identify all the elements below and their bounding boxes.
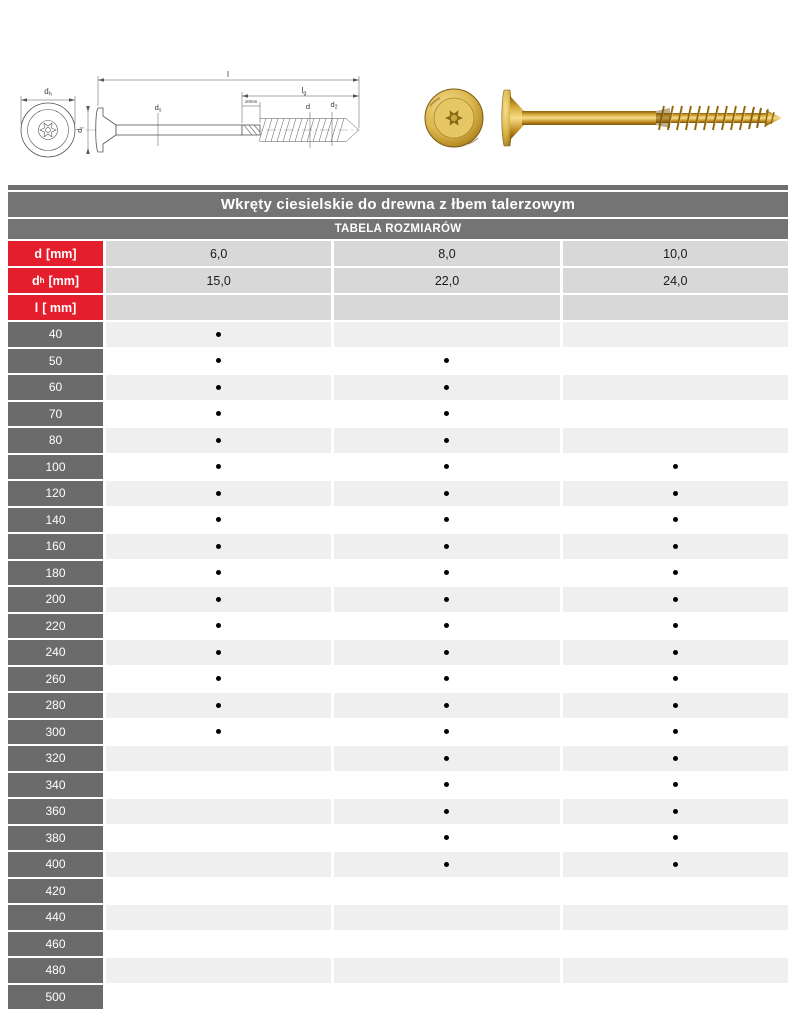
availability-cell [563, 428, 788, 453]
availability-cell [563, 852, 788, 877]
param-label-cell [8, 241, 103, 266]
param-symbol: d [31, 273, 40, 288]
availability-cell [334, 587, 559, 612]
dim-label-l: l [227, 70, 229, 79]
size-label-cell: 80 [8, 428, 103, 453]
availability-cell [563, 985, 788, 1010]
availability-cell [334, 614, 559, 639]
availability-dot [673, 835, 678, 840]
size-label-cell: 280 [8, 693, 103, 718]
availability-cell [563, 958, 788, 983]
availability-cell [334, 322, 559, 347]
availability-cell [334, 879, 559, 904]
param-value-cell [563, 295, 788, 320]
availability-dot [444, 411, 449, 416]
availability-cell [563, 773, 788, 798]
availability-cell [106, 826, 331, 851]
availability-cell [563, 481, 788, 506]
torx-socket-icon [40, 123, 56, 137]
availability-cell [334, 534, 559, 559]
availability-cell [334, 667, 559, 692]
availability-dot [673, 756, 678, 761]
size-label-cell: 60 [8, 375, 103, 400]
size-label-cell: 40 [8, 322, 103, 347]
size-label-cell: 420 [8, 879, 103, 904]
availability-cell [563, 614, 788, 639]
availability-cell [334, 799, 559, 824]
availability-dot [444, 703, 449, 708]
param-value-cell: 24,0 [563, 268, 788, 293]
availability-dot [444, 491, 449, 496]
availability-dot [216, 570, 221, 575]
size-label-cell: 380 [8, 826, 103, 851]
availability-cell [563, 455, 788, 480]
availability-dot [444, 385, 449, 390]
availability-dot [673, 597, 678, 602]
availability-cell [563, 826, 788, 851]
availability-cell [106, 402, 331, 427]
availability-dot [444, 862, 449, 867]
size-label-cell: 220 [8, 614, 103, 639]
availability-cell [106, 932, 331, 957]
availability-dot [444, 544, 449, 549]
availability-dot [216, 438, 221, 443]
availability-cell [334, 852, 559, 877]
availability-cell [106, 428, 331, 453]
availability-cell [563, 720, 788, 745]
dim-label-ds: $d_s$ [154, 103, 162, 114]
availability-cell [106, 375, 331, 400]
availability-cell [106, 693, 331, 718]
availability-cell [563, 667, 788, 692]
size-label-cell: 400 [8, 852, 103, 877]
availability-dot [216, 385, 221, 390]
availability-dot [673, 623, 678, 628]
availability-cell [563, 905, 788, 930]
availability-dot [673, 782, 678, 787]
availability-dot [673, 676, 678, 681]
availability-cell [106, 852, 331, 877]
availability-cell [334, 746, 559, 771]
availability-cell [106, 481, 331, 506]
availability-dot [216, 411, 221, 416]
availability-dot [216, 676, 221, 681]
availability-cell [563, 693, 788, 718]
availability-cell [334, 720, 559, 745]
availability-cell [106, 958, 331, 983]
dim-label-dh: dh [44, 87, 52, 98]
availability-cell [106, 349, 331, 374]
availability-cell [334, 349, 559, 374]
size-label-cell: 460 [8, 932, 103, 957]
availability-cell [106, 667, 331, 692]
availability-cell [106, 534, 331, 559]
availability-dot [444, 623, 449, 628]
size-label-cell: 180 [8, 561, 103, 586]
availability-dot [444, 835, 449, 840]
availability-dot [444, 729, 449, 734]
screw-side-view [86, 108, 359, 152]
param-value-cell: 10,0 [563, 241, 788, 266]
technical-drawing [8, 66, 360, 170]
availability-dot [216, 332, 221, 337]
size-label-cell: 140 [8, 508, 103, 533]
size-label-cell: 500 [8, 985, 103, 1010]
availability-dot [673, 729, 678, 734]
size-label-cell: 300 [8, 720, 103, 745]
availability-cell [334, 958, 559, 983]
param-unit: [ mm] [42, 300, 77, 315]
product-photo [408, 80, 788, 156]
availability-cell [106, 587, 331, 612]
size-label-cell: 240 [8, 640, 103, 665]
availability-dot [673, 570, 678, 575]
availability-cell [106, 799, 331, 824]
availability-dot [444, 650, 449, 655]
availability-cell [563, 587, 788, 612]
availability-cell [334, 905, 559, 930]
param-value-cell: 15,0 [106, 268, 331, 293]
dim-label-10mm: 10mm [244, 99, 258, 104]
availability-dot [216, 703, 221, 708]
availability-dot [444, 597, 449, 602]
param-label-cell [8, 295, 103, 320]
availability-cell [334, 481, 559, 506]
availability-cell [106, 561, 331, 586]
param-value-cell: 8,0 [334, 241, 559, 266]
availability-cell [106, 773, 331, 798]
availability-dot [673, 809, 678, 814]
param-label-cell [8, 268, 103, 293]
availability-dot [673, 464, 678, 469]
availability-cell [334, 455, 559, 480]
param-symbol: d [34, 246, 43, 261]
availability-dot [216, 729, 221, 734]
availability-cell [563, 508, 788, 533]
param-symbol: l [34, 300, 39, 315]
param-value-cell: 6,0 [106, 241, 331, 266]
availability-dot [444, 756, 449, 761]
dim-label-lg: lg [301, 86, 307, 97]
availability-cell [563, 640, 788, 665]
availability-cell [106, 905, 331, 930]
availability-dot [216, 491, 221, 496]
size-label-cell: 200 [8, 587, 103, 612]
availability-cell [334, 402, 559, 427]
size-label-cell: 440 [8, 905, 103, 930]
screw-head-photo [425, 89, 483, 147]
availability-cell [334, 375, 559, 400]
availability-dot [673, 703, 678, 708]
availability-cell [106, 746, 331, 771]
table-top-strip [8, 185, 788, 190]
availability-dot [444, 438, 449, 443]
availability-dot [444, 676, 449, 681]
availability-cell [334, 508, 559, 533]
size-label-cell: 360 [8, 799, 103, 824]
availability-cell [106, 455, 331, 480]
availability-dot [444, 570, 449, 575]
param-value-cell [334, 295, 559, 320]
table-subtitle: TABELA ROZMIARÓW [8, 219, 788, 239]
availability-cell [563, 534, 788, 559]
availability-cell [106, 508, 331, 533]
availability-cell [106, 640, 331, 665]
size-label-cell: 340 [8, 773, 103, 798]
param-unit: [mm] [48, 273, 80, 288]
availability-cell [563, 799, 788, 824]
availability-dot [673, 491, 678, 496]
availability-dot [216, 597, 221, 602]
availability-dot [444, 517, 449, 522]
availability-cell [106, 614, 331, 639]
dim-label-d: d [305, 102, 311, 111]
availability-dot [444, 358, 449, 363]
availability-dot [444, 809, 449, 814]
param-symbol-sub: h [39, 276, 45, 285]
availability-cell [334, 932, 559, 957]
availability-cell [563, 349, 788, 374]
availability-cell [334, 561, 559, 586]
availability-dot [673, 517, 678, 522]
size-label-cell: 50 [8, 349, 103, 374]
size-label-cell: 160 [8, 534, 103, 559]
availability-cell [563, 375, 788, 400]
dim-label-dt: $d_t$ [75, 127, 86, 133]
size-label-cell: 120 [8, 481, 103, 506]
availability-dot [216, 517, 221, 522]
availability-dot [673, 650, 678, 655]
availability-cell [334, 428, 559, 453]
availability-cell [563, 561, 788, 586]
availability-cell [106, 879, 331, 904]
page-title: Wkręty ciesielskie do drewna z łbem talerzowym [8, 192, 788, 217]
size-table [8, 185, 788, 1009]
dimension-lines [86, 76, 359, 154]
availability-dot [216, 544, 221, 549]
availability-cell [334, 640, 559, 665]
availability-cell [563, 879, 788, 904]
size-label-cell: 260 [8, 667, 103, 692]
param-value-cell: 22,0 [334, 268, 559, 293]
param-unit: [mm] [46, 246, 77, 261]
availability-cell [106, 985, 331, 1010]
availability-cell [563, 402, 788, 427]
availability-cell [334, 985, 559, 1010]
availability-dot [216, 623, 221, 628]
param-value-cell [106, 295, 331, 320]
size-label-cell: 320 [8, 746, 103, 771]
availability-cell [334, 826, 559, 851]
availability-cell [334, 773, 559, 798]
size-label-cell: 480 [8, 958, 103, 983]
availability-dot [216, 464, 221, 469]
availability-dot [216, 358, 221, 363]
availability-cell [106, 720, 331, 745]
screw-side-photo [502, 90, 782, 146]
availability-cell [334, 693, 559, 718]
availability-dot [444, 464, 449, 469]
availability-dot [444, 782, 449, 787]
availability-dot [673, 544, 678, 549]
availability-cell [563, 932, 788, 957]
size-label-cell: 100 [8, 455, 103, 480]
screw-head-top-view [21, 96, 75, 157]
availability-cell [106, 322, 331, 347]
dim-label-d2: $d_2$ [330, 100, 338, 111]
availability-cell [563, 746, 788, 771]
availability-dot [673, 862, 678, 867]
availability-cell [563, 322, 788, 347]
availability-dot [216, 650, 221, 655]
size-label-cell: 70 [8, 402, 103, 427]
